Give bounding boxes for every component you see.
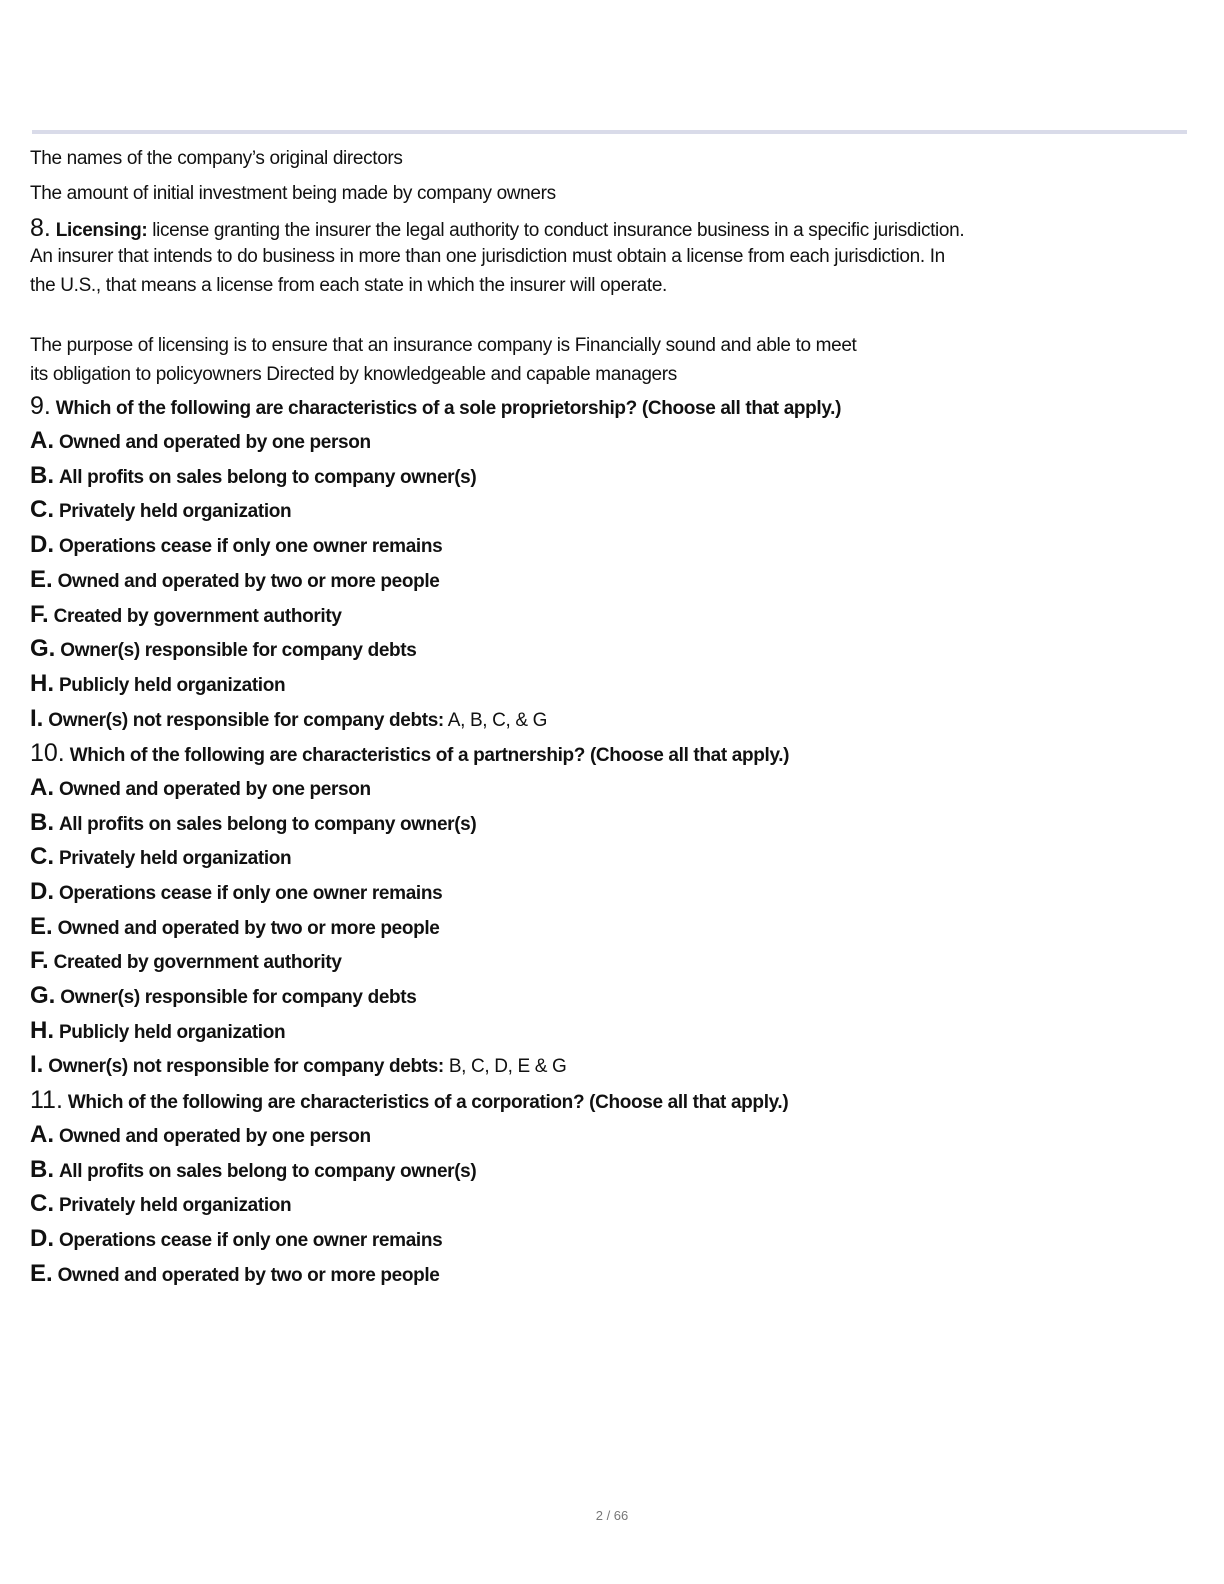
option-text: Owned and operated by one person: [58, 778, 371, 800]
option-text: Privately held organization: [58, 848, 292, 870]
answer-option: [30, 493, 1190, 528]
option-text: All profits on sales belong to company owner(s): [58, 466, 477, 488]
question-list: [30, 389, 1190, 1291]
answer-option: [30, 528, 1190, 563]
option-text: Privately held organization: [58, 501, 292, 523]
option-letter: H.: [30, 1016, 54, 1044]
answer-option: [30, 806, 1190, 841]
option-text: All profits on sales belong to company owner(s): [58, 813, 477, 835]
answer-option: [30, 1257, 1190, 1292]
option-text: Owner(s) not responsible for company debts:: [48, 1056, 444, 1078]
header-divider: [32, 130, 1187, 134]
intro-line: The names of the company’s original directors: [30, 148, 403, 169]
purpose-line: The purpose of licensing is to ensure that an insurance company is Financially sound and able to meet: [30, 335, 857, 357]
option-letter: A.: [30, 427, 54, 455]
document-body: [30, 142, 1190, 1291]
question-heading: [30, 389, 1190, 424]
option-letter: C.: [30, 496, 54, 524]
option-text: Created by government authority: [53, 605, 342, 627]
intro-line: The amount of initial investment being made by company owners: [30, 182, 556, 204]
answer-option: [30, 563, 1190, 598]
option-text: Owned and operated by one person: [58, 1125, 371, 1147]
option-text: Publicly held organization: [58, 674, 286, 696]
option-text: Owned and operated by one person: [58, 432, 371, 454]
item-number: 8.: [30, 214, 51, 243]
option-text: Operations cease if only one owner remains: [58, 883, 443, 904]
answer-option: [30, 1222, 1190, 1257]
option-text: Owned and operated by two or more people: [57, 917, 440, 939]
answer-option: [30, 1118, 1190, 1153]
question-heading: [30, 1083, 1190, 1118]
option-letter: F.: [30, 600, 49, 628]
option-text: Owner(s) responsible for company debts: [60, 987, 417, 1009]
option-text: Created by government authority: [53, 952, 342, 974]
option-letter: H.: [30, 669, 54, 697]
option-letter: F.: [30, 947, 49, 975]
answer-option: [30, 771, 1190, 806]
option-text: Publicly held organization: [58, 1021, 286, 1043]
item-term: Licensing:: [55, 220, 148, 242]
question-number: 9.: [30, 392, 51, 421]
option-letter: E.: [30, 565, 53, 593]
option-letter: A.: [30, 1120, 54, 1148]
option-letter: G.: [30, 635, 56, 663]
option-letter: E.: [30, 912, 53, 940]
option-text: Operations cease if only one owner remains: [58, 536, 443, 558]
answer-option: [30, 1187, 1190, 1222]
question-prompt: Which of the following are characteristics of a partnership? (Choose all that apply.): [69, 745, 790, 767]
option-text: Operations cease if only one owner remains: [58, 1229, 443, 1251]
item-8-line-2: An insurer that intends to do business in more than one jurisdiction must obtain a license from each jurisdiction. In: [30, 246, 945, 268]
question-heading: [30, 736, 1190, 771]
answer-option: [30, 667, 1190, 702]
option-text: Owner(s) responsible for company debts: [60, 640, 417, 662]
option-letter: E.: [30, 1259, 53, 1287]
question-prompt: Which of the following are characteristics of a corporation? (Choose all that apply.): [67, 1092, 789, 1114]
option-text: Owned and operated by two or more people: [57, 1264, 440, 1286]
page-number: 2 / 66: [595, 1508, 629, 1523]
answer-key: B, C, D, E & G: [448, 1056, 567, 1078]
option-text: Owned and operated by two or more people: [57, 570, 440, 592]
answer-option: [30, 979, 1190, 1014]
option-letter: I.: [30, 704, 44, 732]
item-8-line-3: the U.S., that means a license from each state in which the insurer will operate.: [30, 274, 667, 296]
answer-option: [30, 840, 1190, 875]
question-number: 11.: [30, 1086, 63, 1115]
answer-option: [30, 1153, 1190, 1188]
item-8-line-1: [30, 211, 1190, 243]
option-letter: B.: [30, 461, 54, 489]
answer-option: [30, 424, 1190, 459]
item-text: license granting the insurer the legal authority to conduct insurance business in a specific jurisdiction.: [147, 220, 965, 242]
answer-option: [30, 1014, 1190, 1049]
option-letter: B.: [30, 808, 54, 836]
option-letter: B.: [30, 1155, 54, 1183]
answer-option: [30, 459, 1190, 494]
option-letter: D.: [30, 531, 54, 559]
option-text: All profits on sales belong to company owner(s): [58, 1160, 477, 1182]
option-letter: A.: [30, 773, 54, 801]
option-text: Privately held organization: [58, 1195, 292, 1217]
option-letter: C.: [30, 843, 54, 871]
option-text: Owner(s) not responsible for company debts:: [48, 709, 444, 731]
answer-option: [30, 1048, 1190, 1083]
question-number: 10.: [30, 739, 65, 768]
answer-option: [30, 910, 1190, 945]
answer-option: [30, 598, 1190, 633]
option-letter: I.: [30, 1051, 44, 1079]
question-prompt: Which of the following are characteristics of a sole proprietorship? (Choose all that apply.): [55, 398, 842, 420]
option-letter: C.: [30, 1190, 54, 1218]
answer-option: [30, 875, 1190, 910]
answer-key: A, B, C, & G: [447, 709, 548, 731]
answer-option: [30, 944, 1190, 979]
answer-option: [30, 632, 1190, 667]
option-letter: G.: [30, 982, 56, 1010]
answer-option: [30, 702, 1190, 737]
option-letter: D.: [30, 1224, 54, 1252]
option-letter: D.: [30, 878, 54, 905]
purpose-line: its obligation to policyowners Directed by knowledgeable and capable managers: [30, 363, 677, 385]
